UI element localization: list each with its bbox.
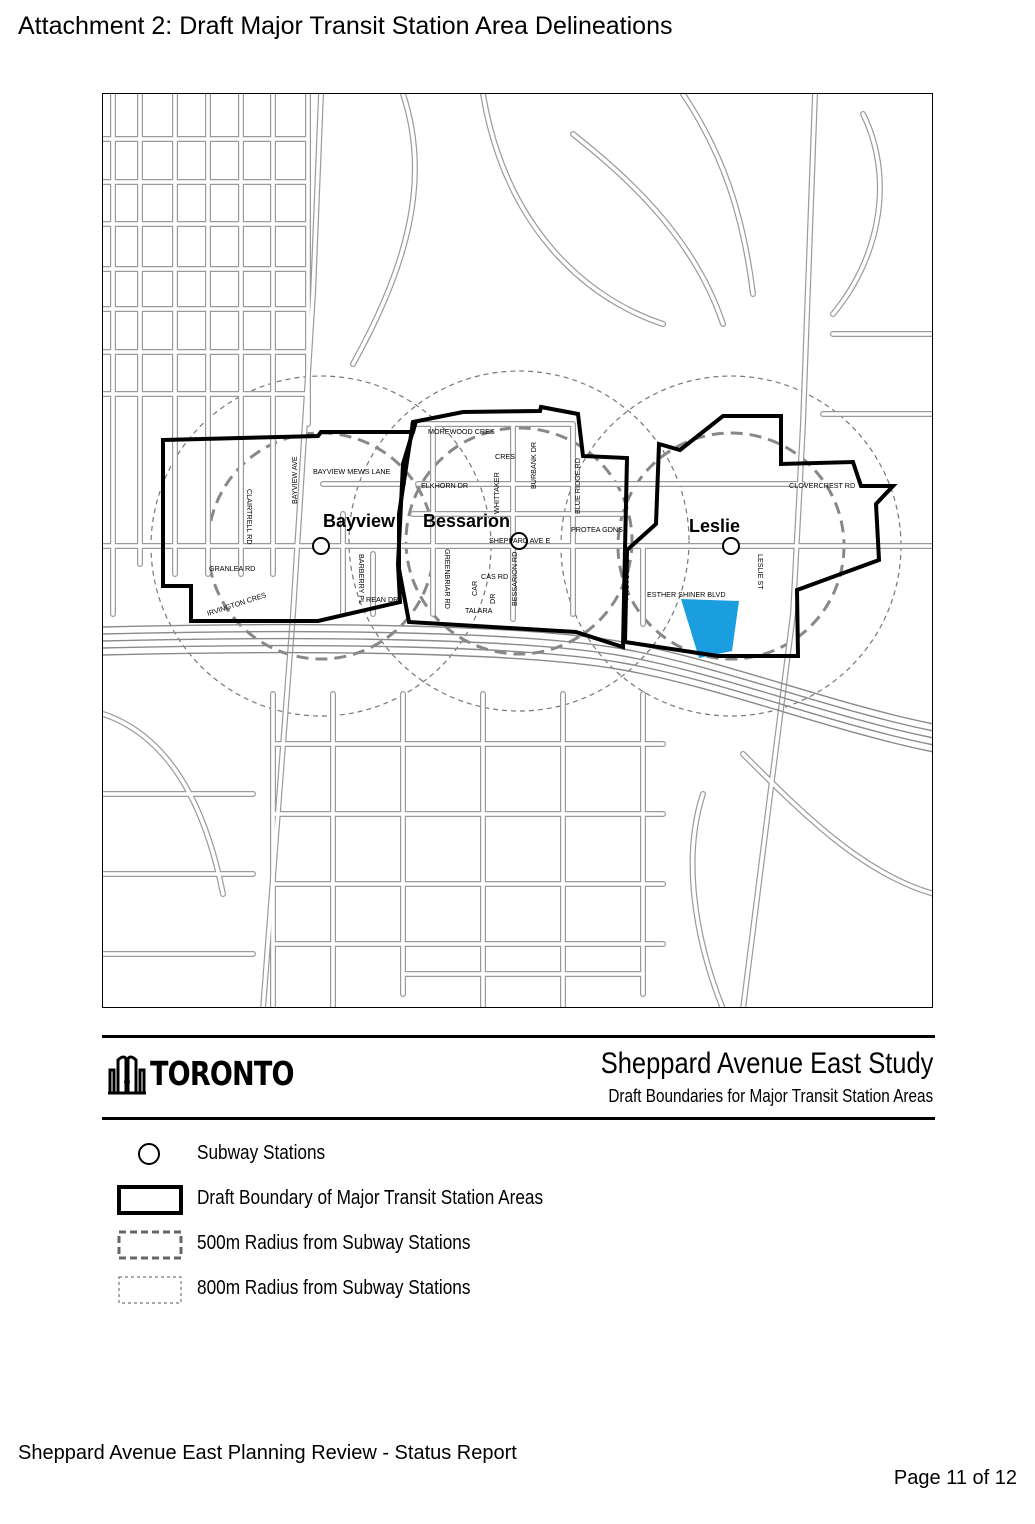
street-fill	[103, 94, 933, 1008]
label-provost: PROVOST DR	[622, 552, 631, 600]
station-label-bessarion: Bessarion	[423, 511, 511, 531]
label-leslie-st: LESLIE ST	[756, 554, 765, 590]
label-bayview-ave: BAYVIEW AVE	[290, 456, 299, 504]
label-rean: REAN DR	[366, 595, 399, 604]
label-morewood: MOREWOOD CRES	[428, 427, 495, 436]
legend-label: 500m Radius from Subway Stations	[197, 1232, 471, 1254]
map	[102, 93, 933, 1008]
dashed-800m-icon	[115, 1273, 185, 1307]
label-irvington: IRVINGTON CRES	[205, 590, 268, 618]
footer-report-title: Sheppard Avenue East Planning Review - Status Report	[18, 1442, 517, 1464]
circle-icon	[115, 1138, 185, 1172]
legend-label: Draft Boundary of Major Transit Station Areas	[197, 1187, 544, 1209]
title-block-bottom-rule	[102, 1117, 935, 1120]
dashed-500m-icon	[115, 1228, 185, 1262]
page-number: Page 11 of 12	[893, 1467, 1017, 1489]
highlighted-parcel	[681, 599, 739, 658]
highway-401	[103, 625, 933, 752]
label-clairtrell: CLAIRTRELL RD	[245, 489, 254, 545]
label-bessarion-rd: BESSARION RD	[510, 551, 519, 606]
leslie-station-marker	[723, 538, 739, 554]
attachment-title: Attachment 2: Draft Major Transit Station Area Delineations	[18, 12, 673, 40]
label-bayview-mews: BAYVIEW MEWS LANE	[313, 467, 391, 476]
label-barberry: BARBERRY PL	[357, 554, 366, 605]
legend-label: Subway Stations	[197, 1142, 326, 1164]
label-whittaker: WHITTAKER	[492, 472, 501, 514]
legend-label: 800m Radius from Subway Stations	[197, 1277, 471, 1299]
city-hall-icon	[108, 1052, 146, 1096]
label-protea: PROTEA GDNS	[571, 525, 623, 534]
study-subtitle: Draft Boundaries for Major Transit Station Areas	[608, 1086, 933, 1106]
label-blue-ridge: BLUE RIDGE RD	[573, 458, 582, 514]
title-block-top-rule	[102, 1035, 935, 1038]
label-cas: CAS RD	[481, 572, 509, 581]
label-talara: TALARA	[465, 606, 493, 615]
label-sheppard: SHEPPARD AVE E	[489, 536, 551, 545]
label-granlea: GRANLEA RD	[209, 564, 256, 573]
label-burbank: BURBANK DR	[529, 441, 538, 489]
label-car: CAR	[470, 580, 479, 596]
toronto-logo	[108, 1052, 294, 1096]
label-esther: ESTHER SHINER BLVD	[647, 590, 726, 599]
thick-boundary-icon	[115, 1183, 185, 1217]
boundary-leslie	[625, 416, 893, 656]
station-label-leslie: Leslie	[689, 516, 741, 536]
logo-wordmark: TORONTO	[150, 1054, 294, 1093]
label-dr: DR	[488, 593, 497, 604]
label-greenbriar: GREENBRIAR RD	[443, 549, 452, 609]
label-elkhorn: ELKHORN DR	[421, 481, 469, 490]
label-clovercrest: CLOVERCREST RD	[789, 481, 856, 490]
bayview-station-marker	[313, 538, 329, 554]
map-canvas	[103, 94, 933, 1008]
station-label-bayview: Bayview	[323, 511, 396, 531]
label-cres: CRES	[495, 452, 515, 461]
study-title: Sheppard Avenue East Study	[600, 1047, 933, 1080]
